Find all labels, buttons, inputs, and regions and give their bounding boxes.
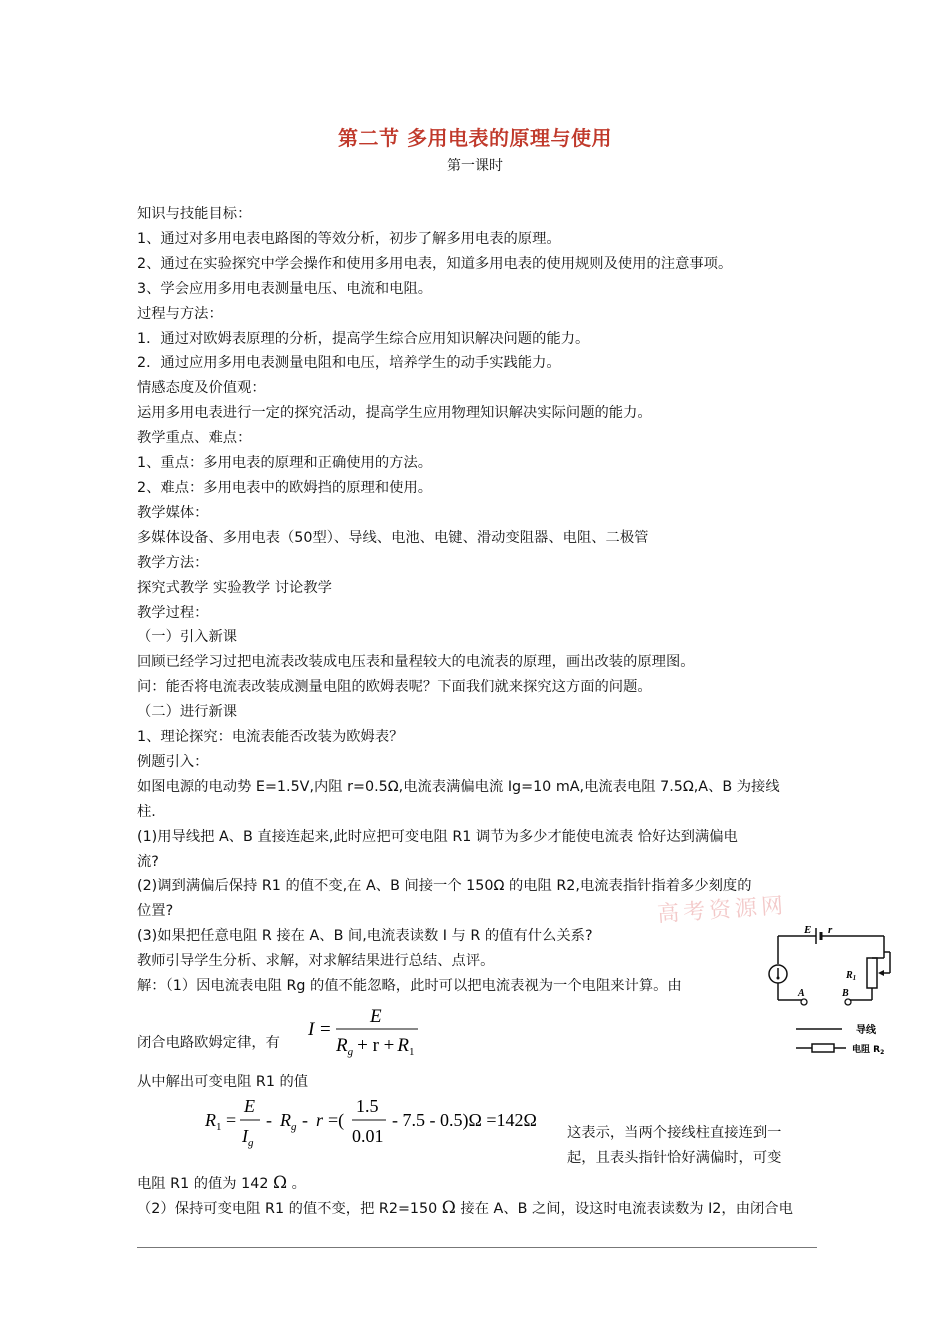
- terminal-a-icon: [801, 999, 807, 1005]
- text-line: 探究式教学 实验教学 讨论教学: [137, 579, 332, 596]
- terminal-b-icon: [845, 999, 851, 1005]
- text-line: (1)用导线把 A、B 直接连起来,此时应把可变电阻 R1 调节为多少才能使电流表 恰好达到满偏电: [137, 828, 738, 845]
- label-r1: $R_1$: [846, 970, 857, 982]
- formula2-eq2: =(: [328, 1110, 345, 1130]
- text-line: 1、重点：多用电表的原理和正确使用的方法。: [137, 455, 433, 472]
- text-line: 柱.: [137, 803, 156, 820]
- formula2-minus2: -: [302, 1110, 308, 1130]
- text-line: 解：（1）因电流表电阻 Rg 的值不能忽略，此时可以把电流表视为一个电阻来计算。由: [137, 978, 682, 995]
- text-line: 回顾已经学习过把电流表改装成电压表和量程较大的电流表的原理，画出改装的原理图。: [137, 654, 695, 671]
- resistor-legend-icon: [812, 1044, 834, 1052]
- watermark: 高考资源网: [656, 893, 788, 928]
- text-line: 如图电源的电动势 E=1.5V,内阻 r=0.5Ω,电流表满偏电流 Ig=10 mA,电流表电阻 7.5Ω,A、B 为接线: [137, 778, 780, 795]
- formula2-lhs: $R_1$: [205, 1110, 222, 1133]
- text-part2: （2）保持可变电阻 R1 的值不变，把 R2=150 Ω 接在 A、B 之间，设这时电流表读数为 I2，由闭合电: [137, 1198, 793, 1218]
- text-line: 教学过程：: [137, 604, 209, 621]
- page-subtitle: 第一课时: [447, 158, 503, 174]
- text-explain-1: 这表示，当两个接线柱直接连到一: [567, 1125, 782, 1141]
- document-body: [137, 202, 817, 999]
- text-line: 教学方法：: [137, 554, 209, 571]
- text-line: 1、理论探究：电流表能否改装为欧姆表？: [137, 729, 404, 746]
- text-line: 1、通过对多用电表电路图的等效分析，初步了解多用电表的原理。: [137, 230, 561, 247]
- formula2-r: r: [316, 1110, 324, 1130]
- text-line: 教学媒体：: [137, 504, 209, 521]
- rheostat-icon: [867, 958, 877, 988]
- text-line: (2)调到满偏后保持 R1 的值不变,在 A、B 间接一个 150Ω 的电阻 R2,电流表指针指着多少刻度的: [137, 878, 752, 895]
- text-r1-value: 电阻 R1 的值为 142 Ω 。: [137, 1173, 306, 1193]
- text-line: 情感态度及价值观：: [137, 380, 266, 397]
- formula2-rg: $R_g$: [280, 1110, 297, 1133]
- text-line: (3)如果把任意电阻 R 接在 A、B 间,电流表读数 I 与 R 的值有什么关系?: [137, 928, 593, 945]
- formula2-num: E: [244, 1096, 255, 1116]
- text-ohm-law: 闭合电路欧姆定律，有: [137, 1035, 280, 1051]
- text-line: 教师引导学生分析、求解，对求解结果进行总结、点评。: [137, 953, 495, 970]
- formula-r1: [200, 1092, 560, 1152]
- text-line: （一）引入新课: [137, 629, 238, 646]
- formula2-den: $I_g$: [242, 1126, 254, 1149]
- text-explain-2: 起，且表头指针恰好满偏时，可变: [567, 1150, 782, 1166]
- label-a: A: [798, 988, 805, 999]
- text-line: 3、学会应用多用电表测量电压、电流和电阻。: [137, 280, 433, 297]
- text-line: 位置?: [137, 903, 174, 920]
- formula-numerator: E: [370, 1006, 382, 1027]
- label-b: B: [842, 988, 849, 999]
- formula2-rest: - 7.5 - 0.5)Ω =142Ω: [392, 1110, 537, 1130]
- text-line: 1．通过对欧姆表原理的分析，提高学生综合应用知识解决问题的能力。: [137, 330, 590, 347]
- formula-lhs: I: [308, 1019, 315, 1040]
- text-line: 多媒体设备、多用电表（50型）、导线、电池、电键、滑动变阻器、电阻、二极管: [137, 529, 649, 546]
- footer-divider: [137, 1247, 817, 1248]
- text-line: 教学重点、难点：: [137, 430, 252, 447]
- formula-ohm-law: [300, 1002, 430, 1058]
- text-line: 运用多用电表进行一定的探究活动，提高学生应用物理知识解决实际问题的能力。: [137, 405, 652, 422]
- formula2-minus: -: [266, 1110, 272, 1130]
- page-title: 第二节 多用电表的原理与使用: [338, 126, 612, 150]
- text-line: 2、难点：多用电表中的欧姆挡的原理和使用。: [137, 479, 433, 496]
- legend-wire: 导线: [856, 1025, 876, 1036]
- text-line: 2．通过应用多用电表测量电阻和电压，培养学生的动手实践能力。: [137, 355, 561, 372]
- text-line: 问：能否将电流表改装成测量电阻的欧姆表呢？下面我们就来探究这方面的问题。: [137, 679, 652, 696]
- text-line: 过程与方法：: [137, 305, 223, 322]
- formula-eq: =: [320, 1019, 331, 1040]
- text-line: 流?: [137, 853, 159, 870]
- circuit-diagram: [766, 922, 896, 1062]
- formula2-den2: 0.01: [352, 1126, 384, 1146]
- label-r: r: [828, 924, 833, 936]
- text-line: 知识与技能目标：: [137, 206, 252, 222]
- formula-denominator: $R_g + r + R_1$: [336, 1035, 415, 1058]
- text-line: 2、通过在实验探究中学会操作和使用多用电表，知道多用电表的使用规则及使用的注意事项。: [137, 255, 733, 272]
- formula2-eq: =: [226, 1110, 237, 1130]
- label-e: E: [804, 924, 812, 936]
- formula2-num2: 1.5: [356, 1096, 379, 1116]
- legend-resistor: 电阻 $R_2$: [852, 1045, 885, 1056]
- text-line: 例题引入：: [137, 753, 209, 770]
- text-solve: 从中解出可变电阻 R1 的值: [137, 1074, 309, 1090]
- text-line: （二）进行新课: [137, 704, 238, 721]
